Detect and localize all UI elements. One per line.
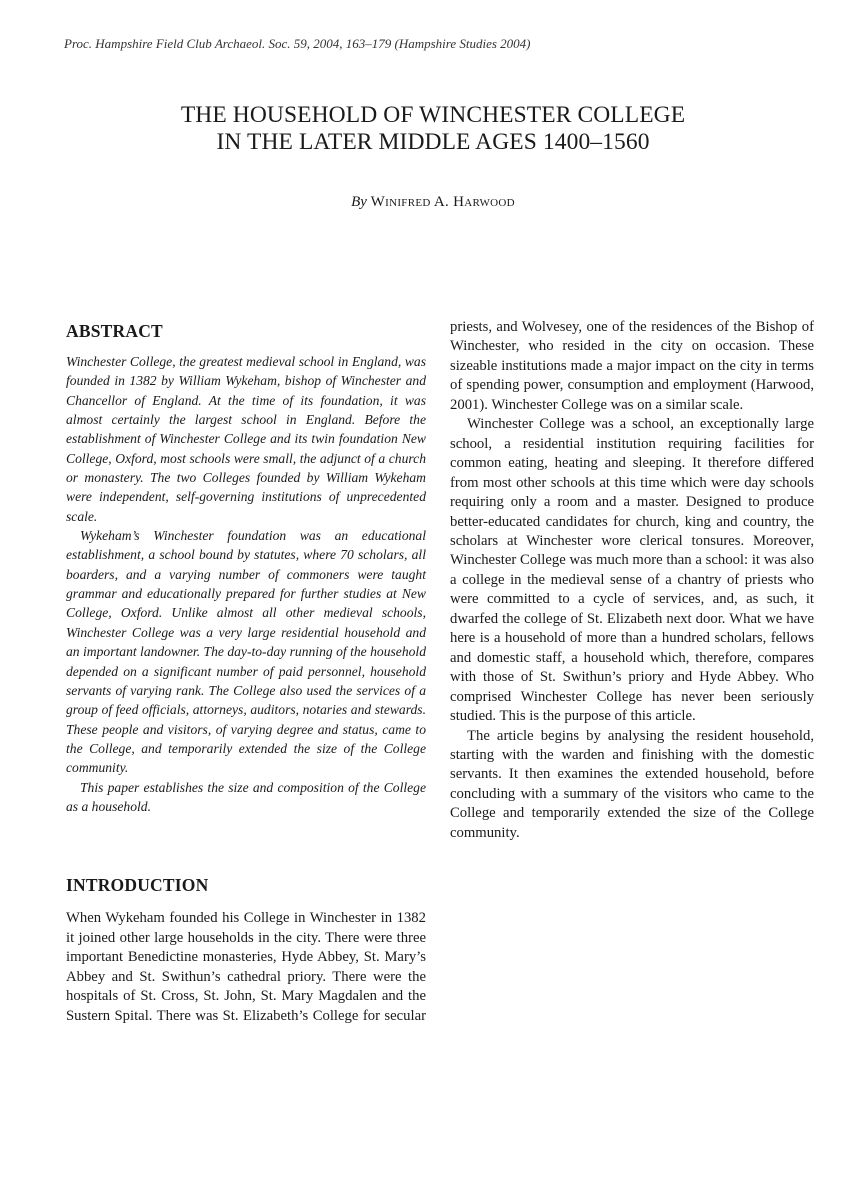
abstract-paragraph: This paper establishes the size and composition of the College as a household. <box>66 779 426 814</box>
article-title-line-2: IN THE LATER MIDDLE AGES 1400–1560 <box>216 129 650 155</box>
introduction-heading: INTRODUCTION <box>66 875 209 896</box>
introduction-paragraph: When Wykeham founded his College in Winchester in 1382 it joined other large households in the city. There were three important Benedictine monasteries, Hyde Abbey, St. Mary’s Abbey and St. Swithun’s cathedral priory. There were the hospitals of St. Cross, St. John, St. Mary Magdalen and the Sustern Spital. There was St. Elizabeth’s College for secular <box>66 910 426 1024</box>
left-column <box>66 318 426 1026</box>
abstract-paragraph: Winchester College, the greatest medieval school in England, was founded in 1382 by William Wykeham, bishop of Winchester and Chancellor of England. At the time of its foundation, it was almost certainly the largest school in England. Before the establishment of Winchester College and its twin foundation New College, Oxford, most schools were small, the adjunct of a church or monastery. The two Colleges founded by William Wykeham were independent, self-governing institutions of unprecedented scale. <box>66 354 426 524</box>
right-column <box>450 318 814 843</box>
byline <box>40 194 826 211</box>
introduction-paragraph: The article begins by analysing the resident household, starting with the warden and finishing with the domestic servants. It then examines the extended household, before concluding with a summary of the visitors who came to the College and temporarily extended the size of the College community. <box>450 727 814 841</box>
abstract-paragraph: Wykeham’s Winchester foundation was an educational establishment, a school bound by statutes, where 70 scholars, all boarders, and a varying number of commoners were taught grammar and educationally prepared for further studies at New College, Oxford. Unlike almost all other medieval schools, Winchester College was a very large residential household and an important landowner. The day-to-day running of the household depended on a significant number of paid personnel, household servants of varying rank. The College also used the services of a group of feed officials, attorneys, auditors, notaries and stewards. These people and visitors, of varying degree and status, came to the College, and temporarily extended the size of the College community. <box>66 528 426 776</box>
author-name: Winifred A. Harwood <box>370 194 515 210</box>
article-title <box>40 102 826 156</box>
article-title-line-1: THE HOUSEHOLD OF WINCHESTER COLLEGE <box>180 102 686 128</box>
running-head: Proc. Hampshire Field Club Archaeol. Soc. 59, 2004, 163–179 (Hampshire Studies 2004) <box>64 36 531 51</box>
introduction-paragraph-continued: priests, and Wolvesey, one of the residences of the Bishop of Winchester, who resided in the city on occasion. These sizeable institutions made a major impact on the city in terms of spending power, consumption and employment (Harwood, 2001). Winchester College was on a similar scale. <box>450 319 814 413</box>
byline-by: By <box>351 194 367 210</box>
introduction-paragraph: Winchester College was a school, an exceptionally large school, a residential institution requiring facilities for common eating, heating and sleeping. It therefore differed from most other schools at this time which were day schools requiring only a room and a master. Designed to produce better-educated candidates for church, king and country, the scholars at Winchester wore clerical tonsures. Moreover, Winchester College was much more than a school: it was also a college in the medieval sense of a chantry of priests who were committed to a cycle of services, and, as such, it dwarfed the college of St. Elizabeth next door. What we have here is a household of more than a hundred scholars, fellows and domestic staff, a household which, therefore, compares with those of St. Swithun’s priory and Hyde Abbey. Who comprised Winchester College has never been seriously studied. This is the purpose of this article. <box>450 416 814 725</box>
abstract-heading: ABSTRACT <box>66 321 163 341</box>
